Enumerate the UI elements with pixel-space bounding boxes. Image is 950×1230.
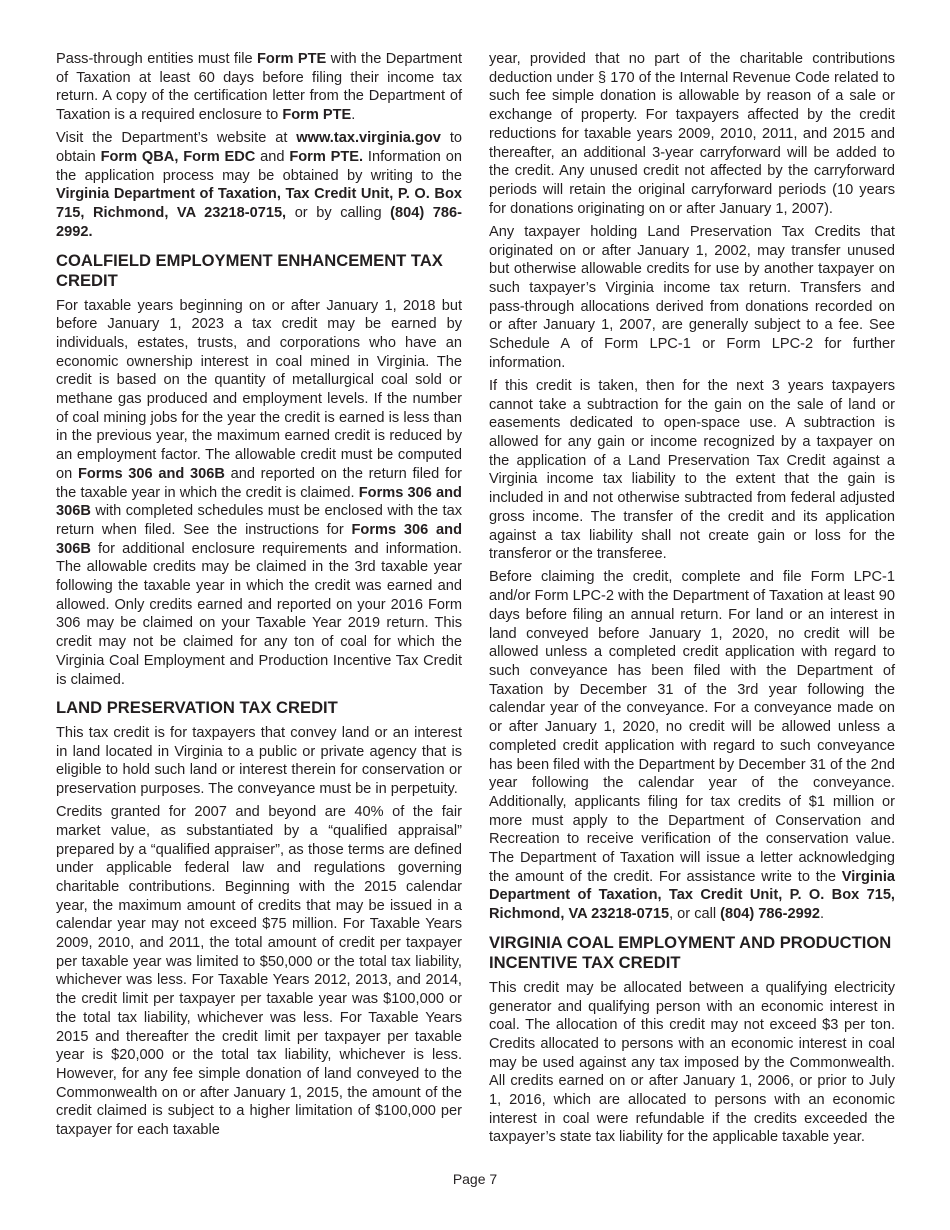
phone-number: (804) 786-2992 <box>720 906 820 923</box>
right-column <box>489 50 895 1152</box>
heading-coalfield-employment-credit: COALFIELD EMPLOYMENT ENHANCEMENT TAX CREDIT <box>56 250 443 291</box>
left-column <box>56 50 462 1144</box>
paragraph-carryforward: year, provided that no part of the charitable contributions deduction under § 170 of the Internal Revenue Code related to such fee simple donation is allowable by reason of a sale or exchange of property. For taxpayers affected by the credit reductions for taxable years 2009, 2010, 2011, and 2015 and thereafter, an additional 3-year carryforward will be added to the credit. Any unused credit not affected by the carryforward periods will retain the original carryforward periods (10 years for donations originating on or after January 1, 2007). <box>489 51 895 217</box>
paragraph-credit-transfer: Any taxpayer holding Land Preservation Tax Credits that originated on or after January 1, 2002, may transfer unused but otherwise allowable credits for use by another taxpayer on such taxpayer’s Virginia income tax return. Transfers and pass-through allocations derived from donations recorded on or after January 1, 2007, are generally subject to a fee. See Schedule A of Form LPC-1 or Form LPC-2 for further information. <box>489 223 895 371</box>
paragraph-subtraction: If this credit is taken, then for the next 3 years taxpayers cannot take a subtraction for the gain on the sale of land or easements dedicated to open-space use. A subtraction is allowed for any gain or income recognized by a taxpayer on the application of a Land Preservation Tax Credit against a Virginia income tax liability to the extent that the gain is included in and not otherwise subtracted from federal adjusted gross income. The transfer of the credit and its application against a tax liability shall not create gain or loss for the transferor or the transferee. <box>489 377 895 563</box>
paragraph-claiming-credit: Before claiming the credit, complete and file Form LPC-1 and/or Form LPC-2 with the Department of Taxation at least 90 days before filing an annual return. For land or an interest in land conveyed before January 1, 2020, no credit will be allowed unless a completed credit application with regard to such conveyance has been filed with the Department of Taxation by December 31 of the 3rd year following the calendar year of the conveyance. For a conveyance made on or after January 1, 2020, no credit will be allowed unless a completed credit application with regard to such conveyance has been filed with the Department by December 31 of the 2nd year following the calendar year of the conveyance. Additionally, applicants filing for tax credits of $1 million or more must apply to the Department of Conservation and Recreation to receive verification of the conservation value. The Department of Taxation will issue a letter acknowledging the amount of the credit. For assistance write to the Virginia Department of Taxation, Tax Credit Unit, P. O. Box 715, Richmond, VA 23218-0715, or call (804) 786-2992. <box>489 569 895 923</box>
phone-number: (804) 786-2992. <box>56 205 463 240</box>
paragraph-land-preservation-credits: Credits granted for 2007 and beyond are 40% of the fair market value, as substantiated by a “qualified appraisal” prepared by a “qualified appraiser”, as those terms are defined under applicable federal law and regulations governing charitable contributions. Beginning with the 2015 calendar year, the maximum amount of credits that may be issued in a calendar year may not exceed $75 million. For Taxable Years 2009, 2010, and 2011, the total amount of credit per taxpayer per taxable year was limited to $50,000 or the total tax liability, whichever was less. For Taxable Years 2012, 2013, and 2014, the credit limit per taxpayer per taxable year was $100,000 or the total tax liability, whichever was less. For Taxable Years 2015 and thereafter the credit limit per taxpayer per taxable year is $20,000 or the total tax liability, whichever is less. However, for any fee simple donation of land conveyed to the Commonwealth on or after January 1, 2015, the amount of the credit claimed is subject to a higher limitation of $100,000 per taxpayer for each taxable <box>56 804 462 1139</box>
heading-land-preservation-credit: LAND PRESERVATION TAX CREDIT <box>56 698 338 718</box>
mailing-address: Virginia Department of Taxation, Tax Credit Unit, P. O. Box 715, Richmond, VA 23218-0715 <box>489 868 895 923</box>
paragraph-coalfield-credit: For taxable years beginning on or after January 1, 2018 but before January 1, 2023 a tax credit may be earned by individuals, estates, trusts, and corporations who have an economic ownership interest in coal mined in Virginia. The credit is based on the quantity of metallurgical coal sold or methane gas produced and employment levels. If the number of coal mining jobs for the year the credit is earned is less than in the previous year, the maximum earned credit is reduced by an employment factor. The allowable credit must be computed on Forms 306 and 306B and reported on the return filed for the taxable year in which the credit is claimed. Forms 306 and 306B with completed schedules must be enclosed with the tax return when filed. See the instructions for Forms 306 and 306B for additional enclosure requirements and information. The allowable credits may be claimed in the 3rd taxable year following the taxable year in which the credit was earned and allowed. Only credits earned and reported on your 2016 Form 306 may be claimed on your Taxable Year 2019 return. This credit may not be claimed for any ton of coal for which the Virginia Coal Employment and Production Incentive Tax Credit is claimed. <box>56 297 462 688</box>
website-link[interactable]: www.tax.virginia.gov <box>296 130 441 147</box>
heading-coal-employment-production-credit: VIRGINIA COAL EMPLOYMENT AND PRODUCTION INCENTIVE TAX CREDIT <box>489 932 892 973</box>
paragraph-department-website: Visit the Department’s website at www.tax.virginia.gov to obtain Form QBA, Form EDC and Form PTE. Information on the application process may be obtained by writing to the Virginia Department of Taxation, Tax Credit Unit, P. O. Box 715, Richmond, VA 23218-0715, or by calling (804) 786-2992. <box>56 130 463 240</box>
mailing-address: Virginia Department of Taxation, Tax Credit Unit, P. O. Box 715, Richmond, VA 23218-0715, <box>56 186 462 222</box>
paragraph-land-preservation-intro: This tax credit is for taxpayers that convey land or an interest in land located in Virginia to a public or private agency that is eligible to hold such land or interest therein for conservation or preservation purposes. The conveyance must be in perpetuity. <box>56 724 462 797</box>
paragraph-coal-credit: This credit may be allocated between a qualifying electricity generator and qualifying person with an economic interest in coal. The allocation of this credit may not exceed $3 per ton. Credits allocated to persons with an economic interest in coal may be used against any tax imposed by the Commonwealth. All credits earned on or after January 1, 2006, or prior to July 1, 2016, which are allocated to persons with an economic interest in coal were refundable if the credits exceeded the taxpayer’s state tax liability for the applicable taxable year. <box>489 979 895 1146</box>
page-number: Page 7 <box>452 1171 498 1187</box>
paragraph-form-pte: Pass-through entities must file Form PTE with the Department of Taxation at least 60 days before filing their income tax return. A copy of the certification letter from the Department of Taxation is a required enclosure to Form PTE. <box>56 51 462 124</box>
